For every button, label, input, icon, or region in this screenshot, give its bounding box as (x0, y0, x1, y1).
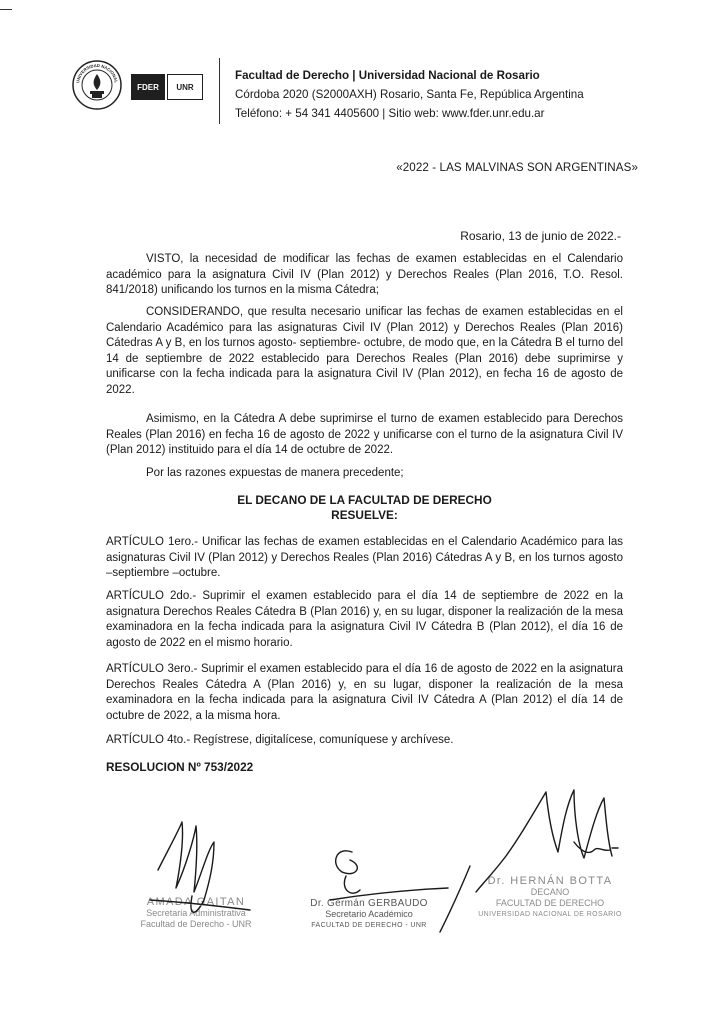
signer-org: FACULTAD DE DERECHO (495, 898, 605, 908)
svg-text:UNIVERSIDAD NACIONAL DE ROSARI: UNIVERSIDAD NACIONAL (75, 62, 119, 84)
considerando-paragraph: CONSIDERANDO, que resulta necesario unificar las fechas de examen establecidas en el Calendario Académico para las asignaturas Civil IV (Plan 2012) y Derechos Reales (Plan 2016) Cátedras A y B, en los turnos agosto- septiembre- octubre, de modo que, en la Cátedra B el turno del 14 de septiembre de 2022 establecido para Derechos Reales (Plan 2016) debe suprimirse y unificarse con la fecha indicada para la asignatura Civil IV (Plan 2012), en fecha 16 de agosto de 2022. (106, 306, 623, 396)
signer-name: AMADA GAITAN (146, 896, 246, 908)
signer-org: Facultad de Derecho - UNR (140, 919, 252, 929)
university-seal-icon (72, 60, 122, 110)
header-divider (219, 58, 220, 124)
article-1: ARTÍCULO 1ero.- Unificar las fechas de examen establecidas en el Calendario Académico para las asignaturas Civil IV (Plan 2012) y Derechos Reales (Plan 2016) Cátedras A y B, en los turnos agosto –septiembre –octubre. (106, 536, 623, 580)
institution-block (235, 66, 584, 123)
article-4: ARTÍCULO 4to.- Regístrese, digitalícese, comuníquese y archívese. (106, 734, 454, 746)
signer-title: Secretaria Administrativa (146, 908, 246, 918)
institution-contact: Teléfono: + 54 341 4405600 | Sitio web: www.fder.unr.edu.ar (235, 107, 545, 120)
fder-unr-logo (131, 74, 203, 100)
stamp-dean (470, 876, 630, 920)
article-2: ARTÍCULO 2do.- Suprimir el examen establecido para el día 14 de septiembre de 2022 en la asignatura Derechos Reales Cátedra B (Plan 2016) y, en su lugar, disponer la realización de la mesa examinadora en la fecha indicada para la asignatura Civil IV Cátedra B (Plan 2012), el día 16 de agosto de 2022 en el mismo horario. (106, 590, 623, 649)
resuelve-heading: RESUELVE: (331, 508, 398, 522)
resolution-number: RESOLUCION Nº 753/2022 (106, 760, 254, 774)
signer-name: Dr. HERNÁN BOTTA (487, 875, 613, 887)
motto: «2022 - LAS MALVINAS SON ARGENTINAS» (396, 161, 638, 174)
fder-logo-text: FDER (131, 74, 165, 100)
article-3: ARTÍCULO 3ero.- Suprimir el examen establecido para el día 16 de agosto de 2022 en la asignatura Derechos Reales Cátedra A (Plan 2016) y, en su lugar, disponer la realización de la mesa examinadora en la fecha indicada para la asignatura Civil IV Cátedra A (Plan 2012) el día 14 de octubre de 2022, a la misma hora. (106, 663, 623, 722)
signer-org: FACULTAD DE DERECHO - UNR (311, 922, 427, 929)
unr-logo-text: UNR (167, 74, 203, 100)
document-date: Rosario, 13 de junio de 2022.- (460, 229, 621, 243)
scan-corner-mark (0, 9, 12, 10)
institution-name: Facultad de Derecho | Universidad Nacional de Rosario (235, 69, 540, 82)
signer-name: Dr. Germán GERBAUDO (310, 898, 428, 909)
institution-address: Córdoba 2020 (S2000AXH) Rosario, Santa Fe, República Argentina (235, 88, 584, 101)
signer-title: Secretario Académico (325, 909, 413, 919)
dean-heading: EL DECANO DE LA FACULTAD DE DERECHO (237, 493, 492, 507)
asimismo-paragraph: Asimismo, en la Cátedra A debe suprimirse el turno de examen establecido para Derechos Reales (Plan 2016) en fecha 16 de agosto de 2022 y unificarse con el turno de la asignatura Civil IV (Plan 2012) instituido para el día 14 de octubre de 2022. (106, 413, 623, 457)
stamp-administrative-secretary (110, 897, 282, 930)
signer-university: UNIVERSIDAD NACIONAL DE ROSARIO (478, 911, 622, 918)
visto-paragraph: VISTO, la necesidad de modificar las fechas de examen establecidas en el Calendario académico para la asignatura Civil IV (Plan 2012) y Derechos Reales (Plan 2016, T.O. Resol. 841/2018) unificando los turnos en la misma Cátedra; (106, 253, 623, 297)
razones-paragraph: Por las razones expuestas de manera precedente; (146, 467, 404, 479)
signer-title: DECANO (530, 887, 570, 897)
stamp-academic-secretary (294, 898, 444, 931)
